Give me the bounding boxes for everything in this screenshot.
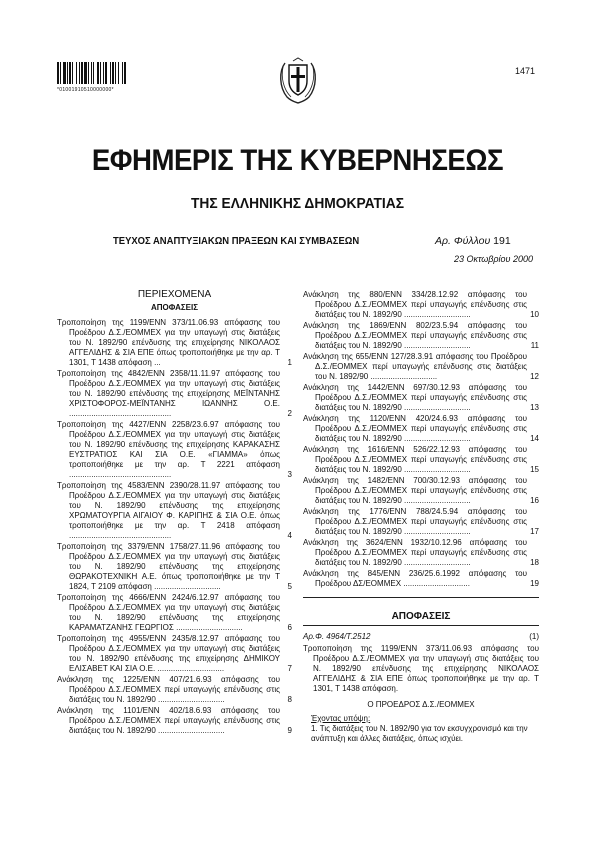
toc-left-list bbox=[57, 318, 292, 736]
toc-entry bbox=[57, 593, 292, 633]
toc-entry-text: Ανάκληση της 1616/ΕΝΝ 526/22.12.93 απόφασης του Προέδρου Δ.Σ./ΕΟΜΜΕΧ περί υπαγωγής επένδυσης στις διατάξεις του Ν. 1892/90 .............................. bbox=[303, 445, 527, 474]
toc-entry-page: 6 bbox=[287, 623, 292, 632]
toc-entry-page: 15 bbox=[530, 465, 539, 474]
toc-entry-text: Ανάκληση της 845/ΕΝΝ 236/25.6.1992 απόφασης του Προέδρου ΔΣ/ΕΟΜΜΕΧ .............................. bbox=[303, 569, 527, 588]
toc-entry bbox=[303, 507, 539, 537]
page-number: 1471 bbox=[514, 66, 535, 76]
toc-entry-text: Ανάκληση της 3624/ΕΝΝ 1932/10.12.96 απόφασης του Προέδρου Δ.Σ./ΕΟΜΜΕΧ περί υπαγωγής επένδυσης στις διατάξεις του Ν. 1892/90 .............................. bbox=[303, 538, 527, 567]
toc-section: ΑΠΟΦΑΣΕΙΣ bbox=[150, 303, 199, 312]
toc-entry-text: Τροποποίηση της 4955/ΕΝΝ 2435/8.12.97 απόφασης του Προέδρου Δ.Σ./ΕΟΜΜΕΧ για την υπαγωγή στις διατάξεις του Ν. 1892/90 επένδυσης της επιχείρησης ΔΗΜΙΚΟΥ ΕΛΙΣΑΒΕΤ ΚΑΙ ΣΙΑ Ο.Ε. .............................. bbox=[57, 634, 280, 673]
toc-heading: ΠΕΡΙΕΧΟΜΕΝΑ bbox=[137, 289, 212, 300]
toc-entry bbox=[303, 383, 539, 413]
issue-type: ΤΕΥΧΟΣ ΑΝΑΠΤΥΞΙΑΚΩΝ ΠΡΑΞΕΩΝ ΚΑΙ ΣΥΜΒΑΣΕΩΝ bbox=[113, 235, 360, 247]
toc-right-list bbox=[303, 290, 539, 589]
toc-entry bbox=[303, 538, 539, 568]
toc-entry-page: 10 bbox=[530, 310, 539, 319]
toc-entry-text: Ανάκληση της 1225/ΕΝΝ 407/21.6.93 απόφασης του Προέδρου Δ.Σ./ΕΟΜΜΕΧ περί υπαγωγής επένδυσης στις διατάξεις του Ν. 1892/90 .............................. bbox=[57, 675, 280, 704]
toc-entry-page: 3 bbox=[287, 470, 292, 479]
newspaper-subtitle: ΤΗΣ ΕΛΛΗΝΙΚΗΣ ΔΗΜΟΚΡΑΤΙΑΣ bbox=[190, 195, 405, 212]
barcode-number: *01001910510000000* bbox=[57, 87, 114, 93]
toc-entry-page: 8 bbox=[287, 695, 292, 704]
toc-entry bbox=[303, 476, 539, 506]
toc-entry bbox=[303, 414, 539, 444]
sheet-number bbox=[435, 235, 511, 247]
decision-text: Τροποποίηση της 1199/ΕΝΝ 373/11.06.93 απόφασης του Προέδρου Δ.Σ./ΕΟΜΜΕΧ για την υπαγωγή στις διατάξεις του Ν. 1892/90 επένδυσης της επιχείρησης ΝΙΚΟΛΑΟΣ ΑΓΓΕΛΙΔΗΣ & ΣΙΑ ΕΠΕ όπως τροποποιήθηκε με την αρ. Τ 1301, Τ 1438 απόφαση. bbox=[303, 644, 539, 693]
toc-entry-text: Ανάκληση της 1869/ΕΝΝ 802/23.5.94 απόφασης του Προέδρου Δ.Σ./ΕΟΜΜΕΧ περί υπαγωγής επένδυσης στις διατάξεις του Ν. 1892/90 .............................. bbox=[303, 321, 527, 350]
toc-entry-text: Ανάκληση της 880/ΕΝΝ 334/28.12.92 απόφασης του Προέδρου Δ.Σ./ΕΟΜΜΕΧ περί υπαγωγής επένδυσης στις διατάξεις του Ν. 1892/90 .............................. bbox=[303, 290, 527, 319]
toc-entry bbox=[57, 634, 292, 674]
decision-number-row bbox=[303, 632, 539, 642]
toc-entry-text: Ανάκληση της 1776/ΕΝΝ 788/24.5.94 απόφασης του Προέδρου Δ.Σ./ΕΟΜΜΕΧ περί υπαγωγής επένδυσης στις διατάξεις του Ν. 1892/90 .............................. bbox=[303, 507, 527, 536]
president-title: Ο ΠΡΟΕΔΡΟΣ Δ.Σ./ΕΟΜΜΕΧ bbox=[367, 700, 475, 709]
toc-entry-page: 1 bbox=[287, 358, 292, 367]
barcode bbox=[57, 62, 149, 84]
toc-entry-page: 5 bbox=[287, 582, 292, 591]
issue-date: 23 Οκτωβρίου 2000 bbox=[453, 254, 533, 264]
toc-entry-page: 19 bbox=[530, 579, 539, 588]
decisions-divider bbox=[303, 625, 539, 626]
divider bbox=[303, 597, 539, 598]
right-column bbox=[303, 290, 539, 744]
toc-entry-text: Ανάκληση της 1101/ΕΝΝ 402/18.6.93 απόφασης του Προέδρου Δ.Σ./ΕΟΜΜΕΧ περί υπαγωγής επένδυσης στις διατάξεις του Ν. 1892/90 .............................. bbox=[57, 706, 280, 735]
toc-entry-text: Τροποποίηση της 4427/ΕΝΝ 2258/23.6.97 απόφασης του Προέδρου Δ.Σ./ΕΟΜΜΕΧ για την υπαγωγή στις διατάξεις του Ν. 1892/90 επένδυσης της επιχείρησης ΚΑΡΑΚΑΣΗΣ ΕΥΣΤΡΑΤΙΟΣ ΚΑΙ ΣΙΑ Ο.Ε. «ΓΙΑΜΜΑ» όπως τροποποιήθηκε με την αρ. Τ 2221 απόφαση .............................................. bbox=[57, 420, 280, 479]
toc-entry-text: Τροποποίηση της 1199/ΕΝΝ 373/11.06.93 απόφασης του Προέδρου Δ.Σ./ΕΟΜΜΕΧ για την υπαγωγή στις διατάξεις του Ν. 1892/90 επένδυσης της επιχείρησης ΝΙΚΟΛΑΟΣ ΑΓΓΕΛΙΔΗΣ & ΣΙΑ ΕΠΕ όπως τροποποιήθηκε με την αρ. Τ 1301, Τ 1438 απόφαση ... bbox=[57, 318, 280, 367]
toc-entry-page: 14 bbox=[530, 434, 539, 443]
toc-entry-page: 16 bbox=[530, 496, 539, 505]
toc-entry-text: Ανάκληση της 1442/ΕΝΝ 697/30.12.93 απόφασης του Προέδρου Δ.Σ./ΕΟΜΜΕΧ περί υπαγωγής επένδυσης στις διατάξεις του Ν. 1892/90 .............................. bbox=[303, 383, 527, 412]
toc-entry-text: Τροποποίηση της 4666/ΕΝΝ 2424/6.12.97 απόφασης του Προέδρου Δ.Σ./ΕΟΜΜΕΧ για την υπαγωγή στις διατάξεις του Ν. 1892/90 επένδυσης της επιχείρησης ΚΑΡΑΜΑΤΖΑΝΗΣ ΓΕΩΡΓΙΟΣ .............................. bbox=[57, 593, 280, 632]
toc-entry-text: Τροποποίηση της 4842/ΕΝΝ 2358/11.11.97 απόφασης του Προέδρου Δ.Σ./ΕΟΜΜΕΧ για την υπαγωγή στις διατάξεις του Ν. 1892/90 επένδυσης της επιχείρησης ΜΕΪΝΤΑΝΗΣ ΧΡΙΣΤΟΦΟΡΟΣ-ΜΕΪΝΤΑΝΗΣ ΙΩΑΝΝΗΣ Ο.Ε. .............................................. bbox=[57, 369, 280, 418]
toc-left-column bbox=[57, 290, 292, 737]
point-1: 1. Τις διατάξεις του Ν. 1892/90 για τον εκσυγχρονισμό και την ανάπτυξη και άλλες διατάξεις, όπως ισχύει. bbox=[311, 724, 528, 743]
toc-entry-page: 4 bbox=[287, 531, 292, 540]
barcode-bar bbox=[126, 62, 127, 84]
newspaper-title: ΕΦΗΜΕΡΙΣ ΤΗΣ ΚΥΒΕΡΝΗΣΕΩΣ bbox=[91, 144, 504, 177]
decisions-heading: ΑΠΟΦΑΣΕΙΣ bbox=[391, 611, 451, 622]
toc-entry bbox=[57, 481, 292, 541]
toc-entry-text: Ανάκληση της 1482/ΕΝΝ 700/30.12.93 απόφασης του Προέδρου Δ.Σ./ΕΟΜΜΕΧ περί υπαγωγής επένδυσης στις διατάξεις του Ν. 1892/90 .............................. bbox=[303, 476, 527, 505]
toc-entry bbox=[57, 675, 292, 705]
toc-entry-text: Ανάκληση της 655/ΕΝΝ 127/28.3.91 απόφασης του Προέδρου Δ.Σ./ΕΟΜΜΕΧ περί υπαγωγής επένδυσης στις διατάξεις του Ν. 1892/90 .............................. bbox=[303, 352, 527, 381]
toc-entry bbox=[57, 420, 292, 480]
toc-entry bbox=[303, 352, 539, 382]
toc-entry-page: 18 bbox=[530, 558, 539, 567]
toc-entry-page: 9 bbox=[287, 726, 292, 735]
toc-entry bbox=[303, 290, 539, 320]
decision-number: Αρ.Φ. 4964/Τ.2512 bbox=[303, 632, 371, 641]
toc-entry bbox=[303, 445, 539, 475]
toc-entry bbox=[303, 569, 539, 589]
toc-entry-page: 11 bbox=[530, 341, 539, 350]
toc-entry-text: Τροποποίηση της 4583/ΕΝΝ 2390/28.11.97 απόφασης του Προέδρου Δ.Σ./ΕΟΜΜΕΧ για την υπαγωγή στις διατάξεις του Ν. 1892/90 επένδυσης της επιχείρησης ΧΡΩΜΑΤΟΥΡΓΙΑ ΑΙΓΑΙΟΥ Φ. ΚΑΡΙΠΗΣ & ΣΙΑ Ο.Ε. όπως τροποποιήθηκε με την αρ. Τ 2418 απόφαση .............................................. bbox=[57, 481, 280, 540]
toc-entry bbox=[57, 369, 292, 419]
toc-entry-page: 13 bbox=[530, 403, 539, 412]
toc-entry-text: Ανάκληση της 1120/ΕΝΝ 420/24.6.93 απόφασης του Προέδρου Δ.Σ./ΕΟΜΜΕΧ περί υπαγωγής επένδυσης στις διατάξεις του Ν. 1892/90 .............................. bbox=[303, 414, 527, 443]
toc-entry-page: 7 bbox=[287, 664, 292, 673]
toc-entry bbox=[303, 321, 539, 351]
toc-entry-page: 12 bbox=[530, 372, 539, 381]
toc-entry-text: Τροποποίηση της 3379/ΕΝΝ 1758/27.11.96 απόφασης του Προέδρου Δ.Σ./ΕΟΜΜΕΧ για την υπαγωγή στις διατάξεις του Ν. 1892/90 επένδυσης της επιχείρησης ΘΩΡΑΚΟΤΕΧΝΙΚΗ Α.Ε. όπως τροποποιήθηκε με την Τ 1824, Τ 2109 απόφαση .............................. bbox=[57, 542, 280, 591]
decision-index: (1) bbox=[529, 632, 539, 641]
toc-entry-page: 2 bbox=[287, 409, 292, 418]
toc-entry-page: 17 bbox=[530, 527, 539, 536]
toc-entry bbox=[57, 542, 292, 592]
toc-entry bbox=[57, 706, 292, 736]
sheet-label: Αρ. Φύλλου bbox=[435, 235, 491, 247]
coat-of-arms-icon bbox=[275, 57, 321, 105]
sheet-number-value: 191 bbox=[493, 235, 511, 247]
having-in-mind: Έχοντας υπόψη: bbox=[311, 714, 371, 723]
toc-entry bbox=[57, 318, 292, 368]
